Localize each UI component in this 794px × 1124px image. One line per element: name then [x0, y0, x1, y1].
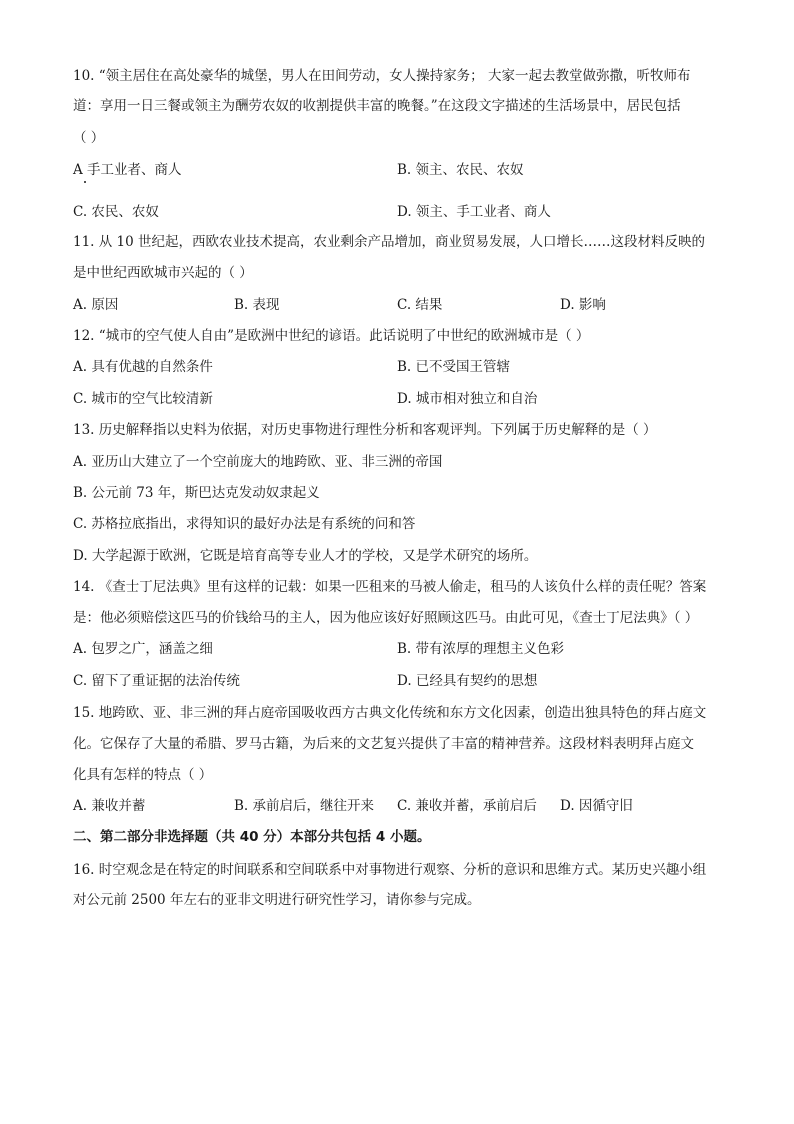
q15-option-d: D. 因循守旧 — [560, 798, 633, 814]
q13-option-c: C. 苏格拉底指出，求得知识的最好办法是有系统的问和答 — [73, 516, 416, 532]
q11-option-a: A. 原因 — [73, 297, 119, 313]
q11-option-c: C. 结果 — [397, 297, 443, 313]
q14-option-d: D. 已经具有契约的思想 — [397, 673, 538, 689]
q14-option-c: C. 留下了重证据的法治传统 — [73, 673, 240, 689]
q10-option-c: C. 农民、农奴 — [73, 204, 159, 220]
q10-option-d: D. 领主、手工业者、商人 — [397, 204, 551, 220]
q10-option-a: A 手工业者、商人 — [73, 162, 182, 178]
q14-stem-line-1: 14. 《查士丁尼法典》里有这样的记载：如果一匹租来的马被人偷走，租马的人该负什么样的责任呢？答案 — [73, 579, 707, 595]
q10-stem-line-3: （ ） — [73, 130, 105, 146]
q14-option-a: A. 包罗之广，涵盖之细 — [73, 641, 213, 657]
q15-stem-line-3: 化具有怎样的特点（ ） — [73, 767, 213, 783]
q11-stem-line-1: 11. 从 10 世纪起，西欧农业技术提高，农业剩余产品增加，商业贸易发展，人口增长……这段材料反映的 — [73, 234, 706, 250]
q14-option-b: B. 带有浓厚的理想主义色彩 — [397, 641, 565, 657]
q10-option-b: B. 领主、农民、农奴 — [397, 162, 524, 178]
q13-stem-line-1: 13. 历史解释指以史料为依据，对历史事物进行理性分析和客观评判。下列属于历史解释的是（ ） — [73, 422, 657, 438]
q10-stem-line-2: 道：享用一日三餐或领主为酬劳农奴的收割提供丰富的晚餐。”在这段文字描述的生活场景中，居民包括 — [73, 98, 681, 114]
q15-option-a: A. 兼收并蓄 — [73, 798, 146, 814]
q12-option-a: A. 具有优越的自然条件 — [73, 359, 213, 375]
q12-option-c: C. 城市的空气比较清新 — [73, 391, 213, 407]
q11-option-d: D. 影响 — [560, 297, 606, 313]
q14-stem-line-2: 是：他必须赔偿这匹马的价钱给马的主人，因为他应该好好照顾这匹马。由此可见，《查士丁尼法典》（ ） — [73, 610, 699, 626]
q11-option-b: B. 表现 — [234, 297, 280, 313]
q15-option-c: C. 兼收并蓄，承前启后 — [397, 798, 537, 814]
part-two-heading: 二、第二部分非选择题（共 40 分）本部分共包括 4 小题。 — [73, 829, 431, 845]
q15-stem-line-2: 化。它保存了大量的希腊、罗马古籍，为后来的文艺复兴提供了丰富的精神营养。这段材料表明拜占庭文 — [73, 736, 694, 752]
q13-option-a: A. 亚历山大建立了一个空前庞大的地跨欧、亚、非三洲的帝国 — [73, 454, 443, 470]
q12-option-d: D. 城市相对独立和自治 — [397, 391, 538, 407]
q12-option-b: B. 已不受国王管辖 — [397, 359, 511, 375]
q15-option-b: B. 承前启后，继往开来 — [234, 798, 375, 814]
q11-stem-line-2: 是中世纪西欧城市兴起的（ ） — [73, 265, 253, 281]
q16-stem-line-2: 对公元前 2500 年左右的亚非文明进行研究性学习，请你参与完成。 — [73, 892, 481, 908]
q13-option-b: B. 公元前 73 年，斯巴达克发动奴隶起义 — [73, 485, 320, 501]
stray-dot-mark — [84, 181, 86, 183]
q13-option-d: D. 大学起源于欧洲，它既是培育高等专业人才的学校，又是学术研究的场所。 — [73, 548, 538, 564]
q15-stem-line-1: 15. 地跨欧、亚、非三洲的拜占庭帝国吸收西方古典文化传统和东方文化因素，创造出独具特色的拜占庭文 — [73, 705, 707, 721]
q12-stem-line-1: 12. “城市的空气使人自由”是欧洲中世纪的谚语。此话说明了中世纪的欧洲城市是（ ） — [73, 328, 590, 344]
q10-stem-line-1: 10. “领主居住在高处豪华的城堡，男人在田间劳动，女人操持家务； 大家一起去教堂做弥撒，听牧师布 — [73, 68, 691, 84]
q16-stem-line-1: 16. 时空观念是在特定的时间联系和空间联系中对事物进行观察、分析的意识和思维方式。某历史兴趣小组 — [73, 862, 707, 878]
